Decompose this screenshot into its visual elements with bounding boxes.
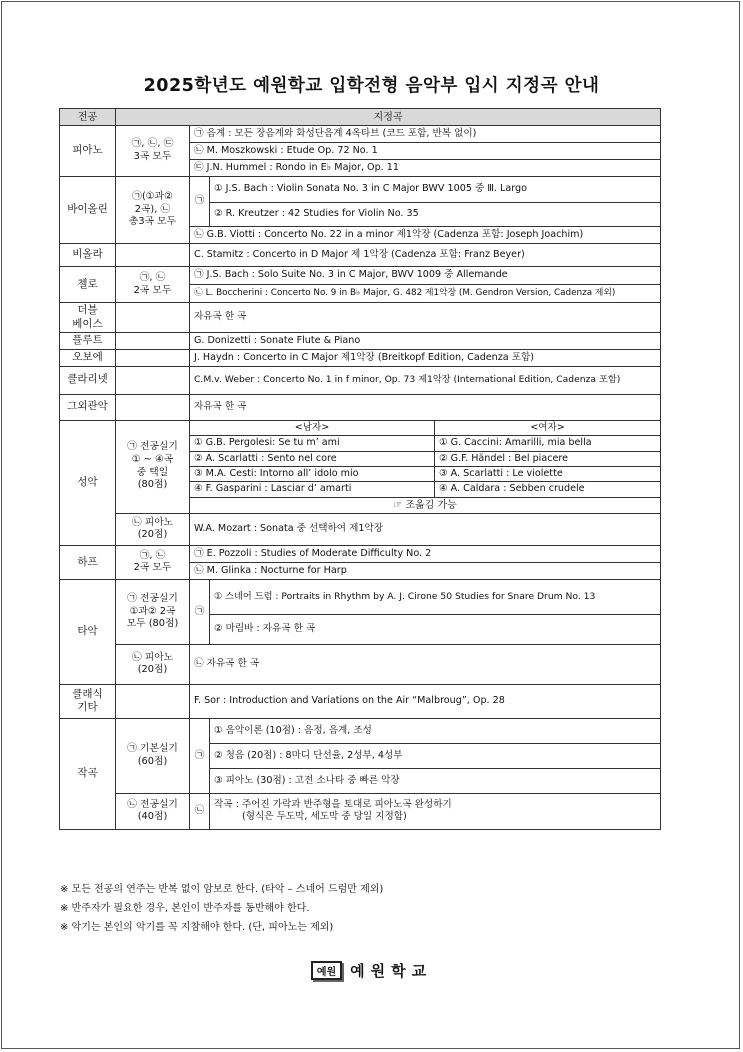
school-logo: 예원 bbox=[311, 961, 342, 980]
major-composition: 작곡 bbox=[60, 718, 116, 829]
note-1: ※ 모든 전공의 연주는 반복 없이 암보로 한다. (타악 – 스네어 드럼만 제외) bbox=[60, 884, 384, 895]
major-piano: 피아노 bbox=[60, 126, 116, 177]
violin-item-1: ① J.S. Bach : Violin Sonata No. 3 in C Major BWV 1005 중 Ⅲ. Largo bbox=[210, 177, 661, 203]
rule-composition-2: ㉡ 전공실기 (40점) bbox=[116, 793, 190, 829]
composition-major-line-1: 작곡 : 주어진 가락과 반주형을 토대로 피아노곡 완성하기 bbox=[214, 798, 452, 810]
viola-item: C. Stamitz : Concerto in D Major 제 1악장 (Cadenza 포함: Franz Beyer) bbox=[190, 244, 661, 267]
major-viola: 비올라 bbox=[60, 244, 116, 267]
composition-item-2: ② 청음 (20점) : 8마디 단선율, 2성부, 4성부 bbox=[210, 743, 661, 768]
violin-item-2: ② R. Kreutzer : 42 Studies for Violin No. 35 bbox=[210, 203, 661, 227]
composition-item-3: ③ 피아노 (30점) : 고전 소나타 중 빠른 악장 bbox=[210, 768, 661, 793]
major-other-wind: 그외관악 bbox=[60, 394, 116, 420]
violin-item-3: ㉡ G.B. Viotti : Concerto No. 22 in a minor 제1악장 (Cadenza 포함: Joseph Joachim) bbox=[190, 227, 661, 244]
notes bbox=[60, 880, 383, 937]
piano-item-1: ㉠ 음계 : 모든 장음계와 화성단음계 4옥타브 (코드 포함, 반복 없이) bbox=[190, 126, 661, 143]
vocal-female-4: ④ A. Caldara : Sebben crudele bbox=[435, 482, 661, 497]
composition-major-line-2: (형식은 두도막, 세도막 중 당일 지정함) bbox=[242, 811, 407, 823]
vocal-female-2: ② G.F. Händel : Bel piacere bbox=[435, 451, 661, 466]
bass-item: 자유곡 한 곡 bbox=[190, 303, 661, 333]
major-cello: 첼로 bbox=[60, 267, 116, 303]
major-classical-guitar: 클래식 기타 bbox=[60, 684, 116, 718]
violin-mark: ㉠ bbox=[190, 177, 210, 227]
harp-item-1: ㉠ E. Pozzoli : Studies of Moderate Difficulty No. 2 bbox=[190, 545, 661, 562]
rule-cello: ㉠, ㉡ 2곡 모두 bbox=[116, 267, 190, 303]
major-oboe: 오보에 bbox=[60, 349, 116, 366]
vocal-piano-item: W.A. Mozart : Sonata 중 선택하여 제1악장 bbox=[190, 513, 661, 545]
percussion-mark: ㉠ bbox=[190, 579, 210, 644]
vocal-male-3: ③ M.A. Cesti: Intorno all’ idolo mio bbox=[190, 466, 435, 481]
clarinet-item: C.M.v. Weber : Concerto No. 1 in f minor, Op. 73 제1악장 (International Edition, Cadenza 포함) bbox=[190, 366, 661, 394]
major-clarinet: 클라리넷 bbox=[60, 366, 116, 394]
footer bbox=[0, 960, 743, 981]
rule-composition-1: ㉠ 기본실기 (60점) bbox=[116, 718, 190, 793]
rule-vocal-1: ㉠ 전공실기 ① ~ ④곡 중 택일 (80점) bbox=[116, 420, 190, 513]
vocal-transpose-note: ☞ 조옮김 가능 bbox=[190, 497, 661, 513]
piano-item-2: ㉡ M. Moszkowski : Etude Op. 72 No. 1 bbox=[190, 143, 661, 160]
vocal-female-label: <여자> bbox=[435, 420, 661, 435]
flute-item: G. Donizetti : Sonate Flute & Piano bbox=[190, 333, 661, 350]
vocal-male-label: <남자> bbox=[190, 420, 435, 435]
cello-item-1: ㉠ J.S. Bach : Solo Suite No. 3 in C Major, BWV 1009 중 Allemande bbox=[190, 267, 661, 285]
major-violin: 바이올린 bbox=[60, 177, 116, 244]
note-2: ※ 반주자가 필요한 경우, 본인이 반주자를 동반해야 한다. bbox=[60, 903, 310, 914]
harp-item-2: ㉡ M. Glinka : Nocturne for Harp bbox=[190, 562, 661, 579]
repertoire-table bbox=[59, 108, 661, 830]
composition-item-1: ① 음악이론 (10점) : 음정, 음계, 조성 bbox=[210, 718, 661, 743]
rule-piano: ㉠, ㉡, ㉢ 3곡 모두 bbox=[116, 126, 190, 177]
major-double-bass: 더블 베이스 bbox=[60, 303, 116, 333]
percussion-item-2: ② 마림바 : 자유곡 한 곡 bbox=[210, 614, 661, 644]
school-name: 예원학교 bbox=[350, 962, 433, 980]
rule-violin: ㉠(①과② 2곡), ㉡ 총3곡 모두 bbox=[116, 177, 190, 244]
percussion-piano-item: ㉡ 자유곡 한 곡 bbox=[190, 644, 661, 684]
major-vocal: 성악 bbox=[60, 420, 116, 545]
vocal-male-2: ② A. Scarlatti : Sento nel core bbox=[190, 451, 435, 466]
percussion-item-1: ① 스네어 드럼 : Portraits in Rhythm by A. J. Cirone 50 Studies for Snare Drum No. 13 bbox=[210, 579, 661, 614]
piano-item-3: ㉢ J.N. Hummel : Rondo in E♭ Major, Op. 11 bbox=[190, 160, 661, 177]
vocal-male-4: ④ F. Gasparini : Lasciar d’ amarti bbox=[190, 482, 435, 497]
other-wind-item: 자유곡 한 곡 bbox=[190, 394, 661, 420]
rule-harp: ㉠, ㉡ 2곡 모두 bbox=[116, 545, 190, 579]
rule-vocal-2: ㉡ 피아노 (20점) bbox=[116, 513, 190, 545]
composition-mark-2: ㉡ bbox=[190, 793, 210, 829]
guitar-item: F. Sor : Introduction and Variations on the Air “Malbroug”, Op. 28 bbox=[190, 684, 661, 718]
vocal-female-3: ③ A. Scarlatti : Le violette bbox=[435, 466, 661, 481]
major-harp: 하프 bbox=[60, 545, 116, 579]
oboe-item: J. Haydn : Concerto in C Major 제1악장 (Breitkopf Edition, Cadenza 포함) bbox=[190, 349, 661, 366]
major-percussion: 타악 bbox=[60, 579, 116, 684]
rule-percussion-2: ㉡ 피아노 (20점) bbox=[116, 644, 190, 684]
cello-item-2: ㉡ L. Boccherini : Concerto No. 9 in B♭ Major, G. 482 제1악장 (M. Gendron Version, Cadenza 제외) bbox=[190, 285, 661, 303]
composition-major-item bbox=[210, 793, 661, 829]
note-3: ※ 악기는 본인의 악기를 꼭 지참해야 한다. (단, 피아노는 제외) bbox=[60, 922, 334, 933]
vocal-male-1: ① G.B. Pergolesi: Se tu m’ ami bbox=[190, 436, 435, 451]
major-flute: 플루트 bbox=[60, 333, 116, 350]
page-title: 2025학년도 예원학교 입학전형 음악부 입시 지정곡 안내 bbox=[143, 76, 600, 96]
header-pieces: 지정곡 bbox=[116, 109, 661, 126]
composition-mark-1: ㉠ bbox=[190, 718, 210, 793]
rule-percussion-1: ㉠ 전공실기 ①과② 2곡 모두 (80점) bbox=[116, 579, 190, 644]
vocal-female-1: ① G. Caccini: Amarilli, mia bella bbox=[435, 436, 661, 451]
header-major: 전공 bbox=[60, 109, 116, 126]
